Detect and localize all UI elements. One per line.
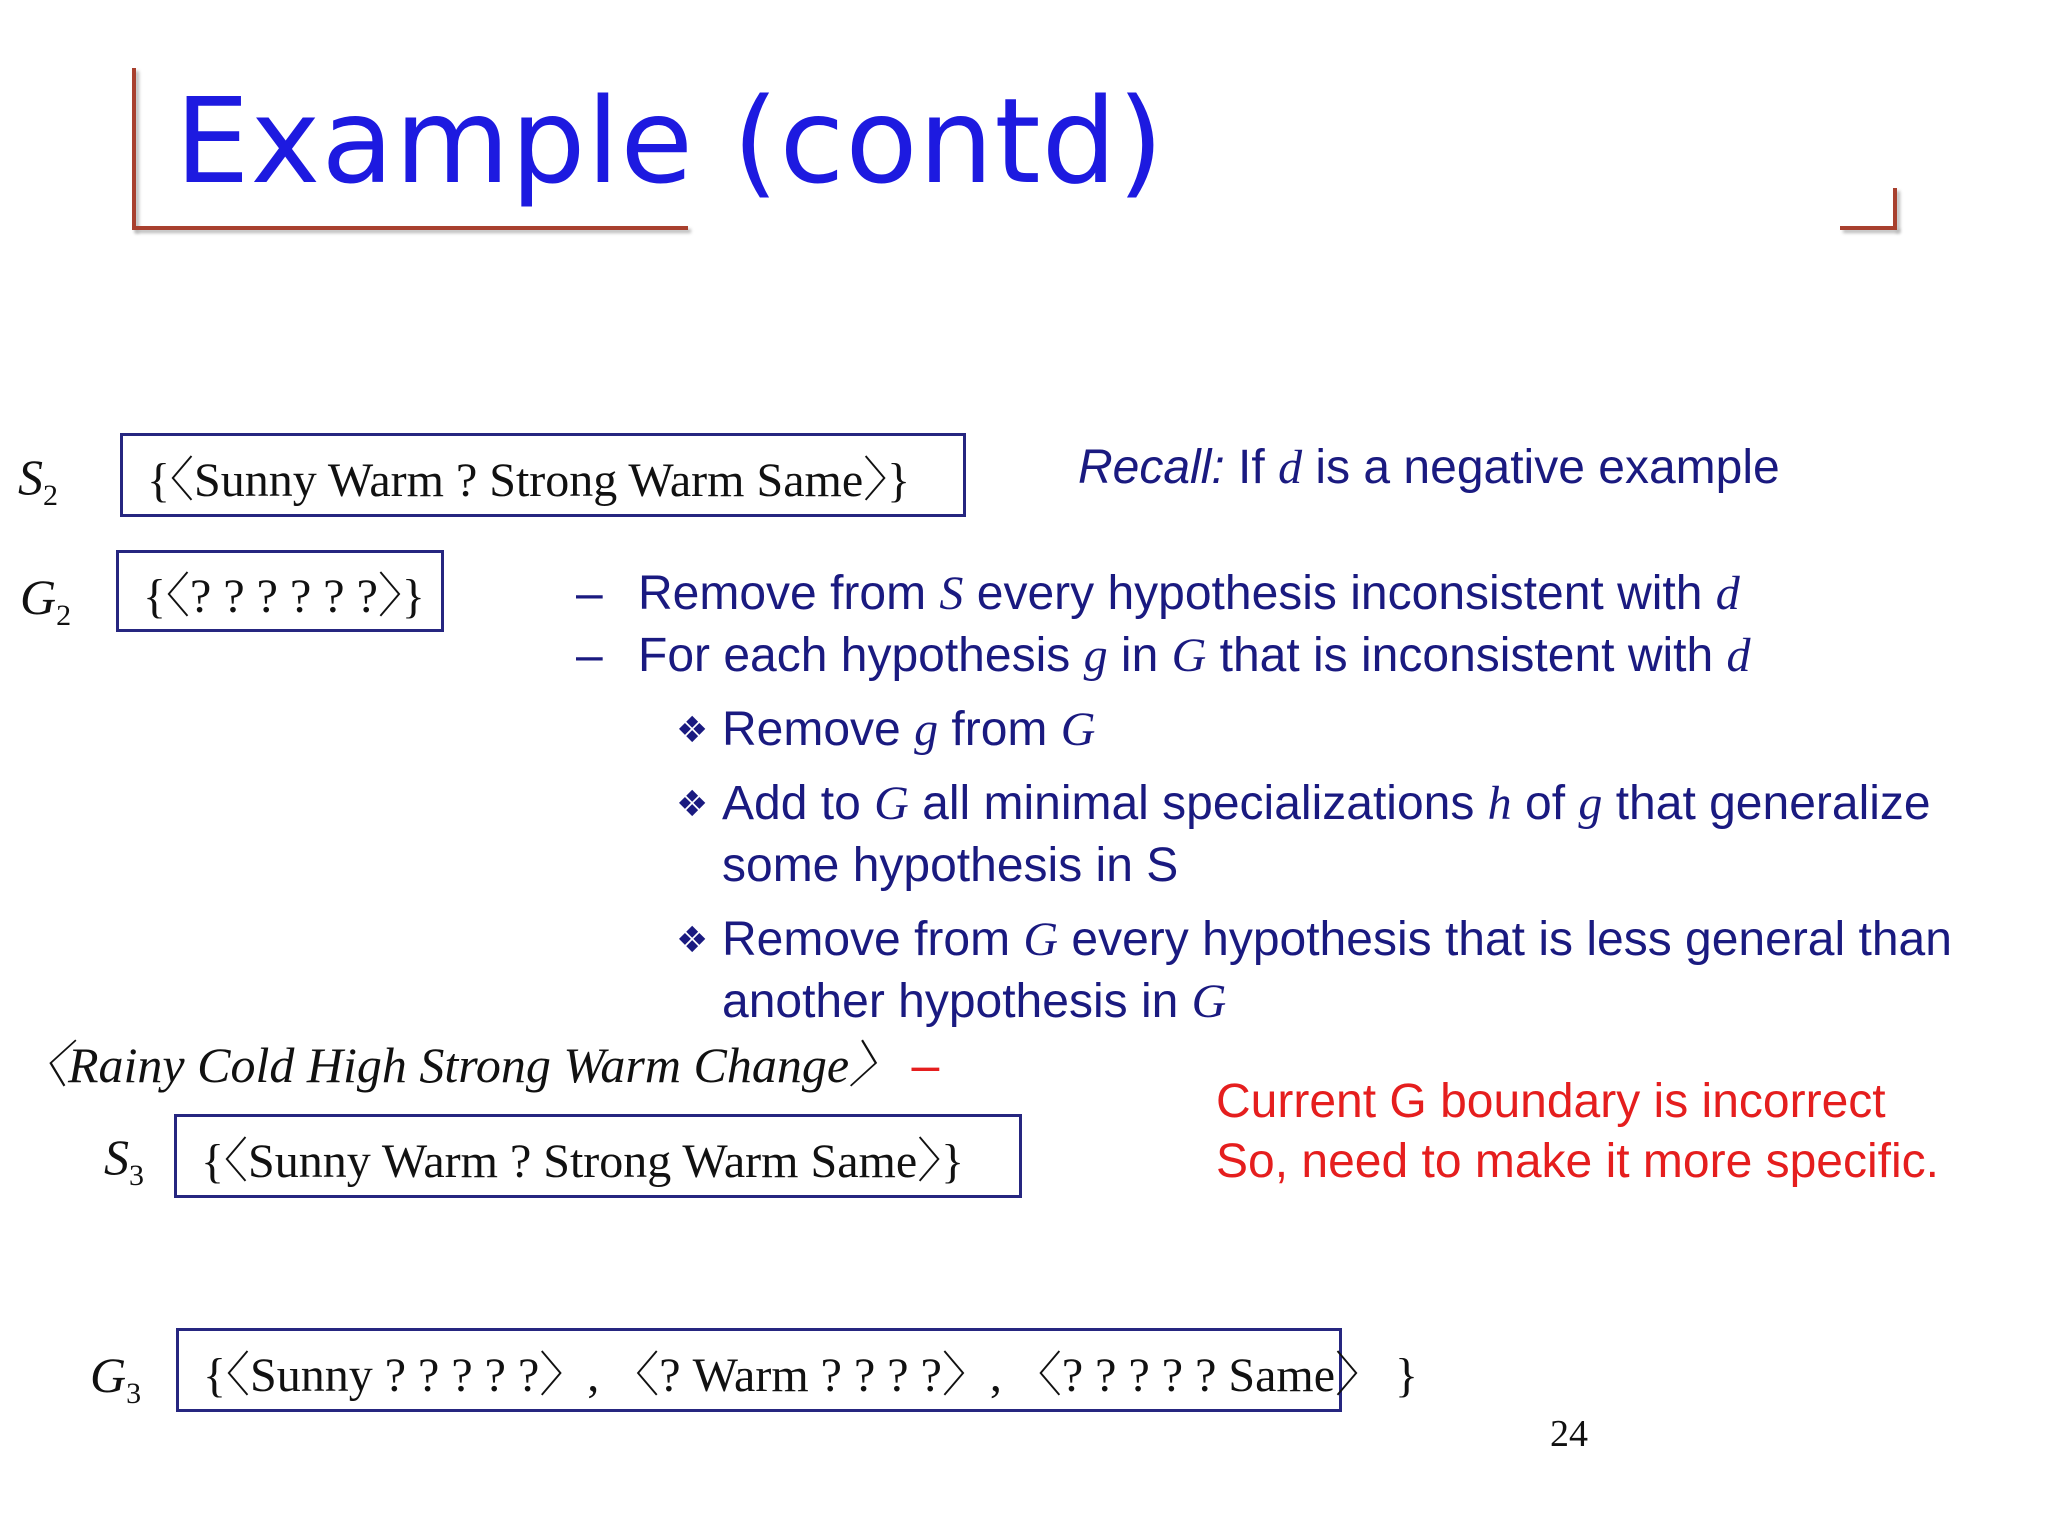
slide-title: Example (contd) [175, 72, 1165, 210]
rule-2: For each hypothesis g in G that is inconsistent with d [638, 629, 1751, 682]
sub-rule-2-continued: some hypothesis in S [722, 839, 1179, 892]
negative-example: 〈Rainy Cold High Strong Warm Change〉 – [18, 1037, 940, 1093]
g3-label: $G_3$ [90, 1347, 142, 1410]
s3-label: $S_3$ [104, 1129, 144, 1192]
sub-rule-2: Add to G all minimal specializations h of g that generalize [722, 777, 1931, 830]
rule-1-dash: – [576, 567, 603, 620]
title-rule-horizontal [132, 226, 688, 230]
s2-label: $S_2$ [18, 449, 58, 512]
corner-mark-vertical [1893, 188, 1897, 230]
corner-mark-horizontal [1840, 226, 1897, 230]
diamond-bullet-icon: ❖ [676, 784, 709, 825]
sub-rule-3: Remove from G every hypothesis that is less general than [722, 913, 1952, 966]
diamond-bullet-icon: ❖ [676, 920, 709, 961]
sub-rule-1: Remove g from G [722, 703, 1096, 756]
rule-1: Remove from S every hypothesis inconsistent with d [638, 567, 1740, 620]
note-line-1: Current G boundary is incorrect [1216, 1075, 1886, 1128]
g2-box: {〈? ? ? ? ? ?〉} [116, 550, 444, 632]
s3-box: {〈Sunny Warm ? Strong Warm Same〉} [174, 1114, 1022, 1198]
note-line-2: So, need to make it more specific. [1216, 1135, 1939, 1188]
g3-box: {〈Sunny ? ? ? ? ?〉, 〈? Warm ? ? ? ?〉, 〈? ? ? ? ? Same〉 } [176, 1328, 1342, 1412]
g2-label: $G_2$ [20, 569, 72, 632]
recall-line: Recall: If d is a negative example [1078, 441, 1780, 494]
title-rule-vertical [132, 68, 136, 230]
rule-2-dash: – [576, 629, 603, 682]
sub-rule-3-continued: another hypothesis in G [722, 975, 1227, 1028]
diamond-bullet-icon: ❖ [676, 710, 709, 751]
page-number: 24 [1550, 1413, 1588, 1455]
s2-box: {〈Sunny Warm ? Strong Warm Same〉} [120, 433, 966, 517]
